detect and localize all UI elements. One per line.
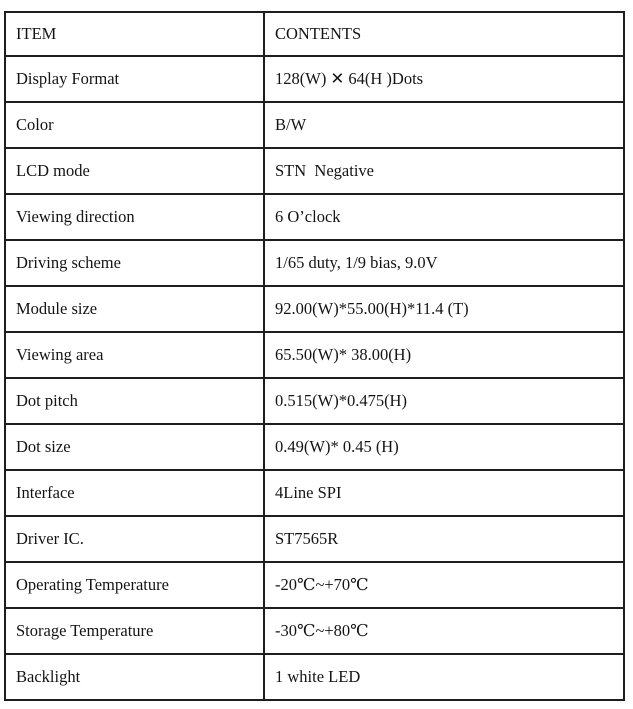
item-cell: Display Format	[5, 56, 264, 102]
contents-cell: B/W	[264, 102, 624, 148]
item-cell: Driving scheme	[5, 240, 264, 286]
row-module-size	[5, 286, 624, 332]
contents-cell: ST7565R	[264, 516, 624, 562]
item-cell: Dot size	[5, 424, 264, 470]
row-viewing-direction	[5, 194, 624, 240]
item-cell: LCD mode	[5, 148, 264, 194]
contents-cell: -20℃~+70℃	[264, 562, 624, 608]
contents-cell: 128(W) ✕ 64(H )Dots	[264, 56, 624, 102]
contents-cell: -30℃~+80℃	[264, 608, 624, 654]
row-storage-temperature	[5, 608, 624, 654]
row-dot-pitch	[5, 378, 624, 424]
item-cell: Color	[5, 102, 264, 148]
contents-cell: 1 white LED	[264, 654, 624, 700]
header-cell-item: ITEM	[5, 12, 264, 56]
item-cell: Driver IC.	[5, 516, 264, 562]
contents-cell: 65.50(W)* 38.00(H)	[264, 332, 624, 378]
item-cell: Module size	[5, 286, 264, 332]
contents-cell: STN Negative	[264, 148, 624, 194]
contents-cell: 6 O’clock	[264, 194, 624, 240]
row-driving-scheme	[5, 240, 624, 286]
row-driver-ic	[5, 516, 624, 562]
contents-cell: 92.00(W)*55.00(H)*11.4 (T)	[264, 286, 624, 332]
contents-cell: 1/65 duty, 1/9 bias, 9.0V	[264, 240, 624, 286]
spec-table-container	[4, 11, 625, 701]
contents-cell: 0.515(W)*0.475(H)	[264, 378, 624, 424]
item-cell: Viewing area	[5, 332, 264, 378]
row-dot-size	[5, 424, 624, 470]
item-cell: Interface	[5, 470, 264, 516]
header-row	[5, 12, 624, 56]
row-operating-temperature	[5, 562, 624, 608]
contents-cell: 4Line SPI	[264, 470, 624, 516]
row-lcd-mode	[5, 148, 624, 194]
row-viewing-area	[5, 332, 624, 378]
item-cell: Viewing direction	[5, 194, 264, 240]
contents-cell: 0.49(W)* 0.45 (H)	[264, 424, 624, 470]
spec-table	[4, 11, 625, 701]
row-backlight	[5, 654, 624, 700]
row-color	[5, 102, 624, 148]
row-interface	[5, 470, 624, 516]
item-cell: Storage Temperature	[5, 608, 264, 654]
item-cell: Backlight	[5, 654, 264, 700]
header-cell-contents: CONTENTS	[264, 12, 624, 56]
item-cell: Operating Temperature	[5, 562, 264, 608]
row-display-format	[5, 56, 624, 102]
item-cell: Dot pitch	[5, 378, 264, 424]
